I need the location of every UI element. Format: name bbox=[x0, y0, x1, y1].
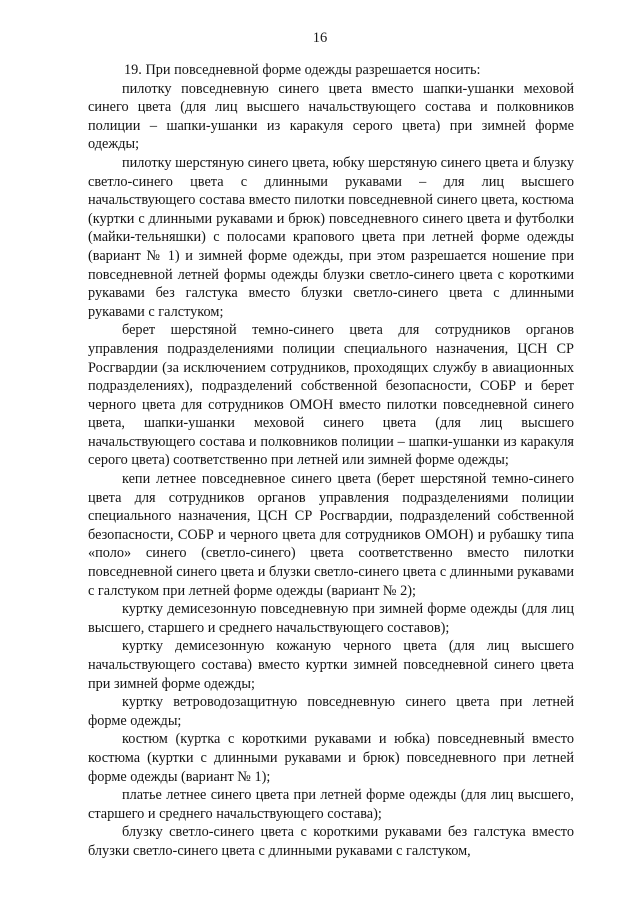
paragraph: берет шерстяной темно-синего цвета для сотрудников органов управления подразделениями полиции специального назначения, ЦСН СР Росгвардии (за исключением сотрудников, проходящих службу в авиационных подразделениях), подразделений собственной безопасности, СОБР и берет черного цвета для сотрудников ОМОН вместо пилотки повседневной синего цвета, шапки-ушанки меховой синего цвета (для лиц высшего начальствующего состава и полковников полиции – шапки-ушанки из каракуля серого цвета) соответственно при летней или зимней форме одежды; bbox=[88, 322, 574, 469]
paragraph-heading: 19. При повседневной форме одежды разрешается носить: bbox=[124, 62, 481, 78]
paragraph: пилотку шерстяную синего цвета, юбку шерстяную синего цвета и блузку светло-синего цвета с длинными рукавами – для лиц высшего начальствующего состава вместо пилотки повседневной синего цвета, костюма (куртки с длинными рукавами и брюк) повседневного синего цвета и футболки (майки-тельняшки) с полосами крапового цвета при летней форме одежды (вариант № 1) и зимней форме одежды, при этом разрешается ношение при повседневной летней формы одежды блузки светло-синего цвета с короткими рукавами без галстука вместо блузки светло-синего цвета с длинными рукавами с галстуком; bbox=[88, 154, 574, 320]
paragraph: костюм (куртка с короткими рукавами и юбка) повседневный вместо костюма (куртки с длинными рукавами и брюк) повседневного при летней форме одежды (вариант № 1); bbox=[88, 731, 574, 785]
paragraph: кепи летнее повседневное синего цвета (берет шерстяной темно-синего цвета для сотрудников органов управления подразделениями полиции специального назначения, ЦСН СР Росгвардии, подразделений собственной безопасности, СОБР и черного цвета для сотрудников ОМОН) и рубашку типа «поло» синего (светло-синего) цвета соответственно вместо пилотки повседневной синего цвета и блузки светло-синего цвета с длинными рукавами с галстуком при летней форме одежды (вариант № 2); bbox=[88, 471, 574, 599]
paragraph: блузку светло-синего цвета с короткими рукавами без галстука вместо блузки светло-синего цвета с длинными рукавами с галстуком, bbox=[88, 824, 574, 859]
paragraph: куртку демисезонную кожаную черного цвета (для лиц высшего начальствующего состава) вместо куртки зимней повседневной синего цвета при зимней форме одежды; bbox=[88, 638, 574, 692]
paragraph: куртку ветроводозащитную повседневную синего цвета при летней форме одежды; bbox=[88, 694, 574, 729]
document-body bbox=[88, 61, 574, 861]
paragraph: платье летнее синего цвета при летней форме одежды (для лиц высшего, старшего и среднего начальствующего состава); bbox=[88, 787, 574, 822]
page-number: 16 bbox=[312, 30, 328, 46]
paragraph: куртку демисезонную повседневную при зимней форме одежды (для лиц высшего, старшего и среднего начальствующего составов); bbox=[88, 601, 574, 636]
paragraph: пилотку повседневную синего цвета вместо шапки-ушанки меховой синего цвета (для лиц высшего начальствующего состава и полковников полиции – шапки-ушанки из каракуля серого цвета) при зимней форме одежды; bbox=[88, 80, 574, 153]
